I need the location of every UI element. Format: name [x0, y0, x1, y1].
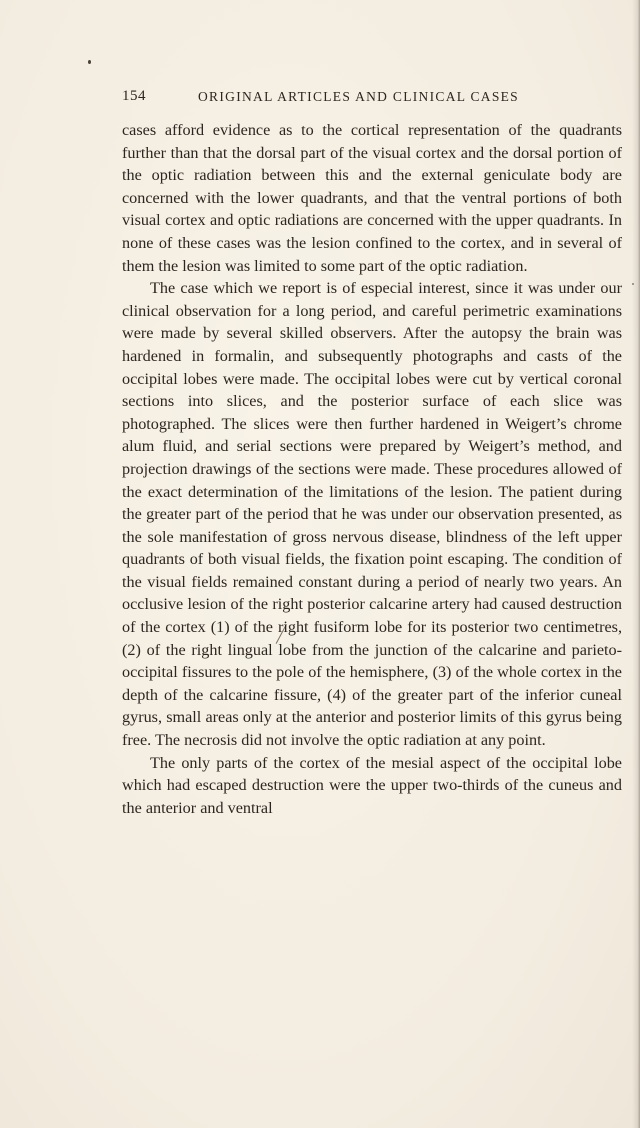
running-head: ORIGINAL ARTICLES AND CLINICAL CASES — [198, 89, 519, 104]
paragraph-3: The only parts of the cortex of the mesial aspect of the occipital lobe which had escaped destruction were the upper two-thirds of the cuneus and the anterior and ventral — [122, 753, 622, 817]
page-number: 154 — [122, 88, 146, 104]
paragraph-1: cases afford evidence as to the cortical representation of the quadrants further than that the dorsal part of the visual cortex and the dorsal portion of the optic radiation between this and the external geniculate body are concerned with the lower quadrants, and that the ventral portions of both visual cortex and optic radiations are concerned with the upper quadrants. In none of these cases was the lesion confined to the cortex, and in several of them the lesion was limited to some part of the optic radiation. — [122, 121, 622, 275]
paragraph-2: The case which we report is of especial interest, since it was under our clinical observation for a long period, and careful perimetric examinations were made by several skilled observers. After the autopsy the brain was hardened in formalin, and subsequently photographs and casts of the occipital lobes were made. The occipital lobes were cut by vertical coronal sections into slices, and the posterior surface of each slice was photographed. The slices were then further hardened in Weigert’s chrome alum fluid, and serial sections were prepared by Weigert’s method, and projection drawings of the sections were made. These procedures allowed of the exact determination of the limitations of the lesion. The patient during the greater part of the period that he was under our observation presented, as the sole manifestation of gross nervous disease, blindness of the left upper quadrants of both visual fields, the fixation point escaping. The condition of the visual fields remained constant during a period of nearly two years. An occlusive lesion of the right posterior calcarine artery had caused destruction of the cortex (1) of the right fusiform lobe for its posterior two centimetres, (2) of the right lingual lobe from the junction of the calcarine and parieto-occipital fissures to the pole of the hemisphere, (3) of the whole cortex in the depth of the calcarine fissure, (4) of the greater part of the inferior cuneal gyrus, small areas only at the anterior and posterior limits of this gyrus being free. The necrosis did not involve the optic radiation at any point. — [122, 279, 622, 750]
page-header — [122, 88, 562, 108]
body-text — [122, 119, 622, 819]
page-edge-shadow — [632, 0, 640, 1128]
ink-speck — [88, 60, 91, 64]
